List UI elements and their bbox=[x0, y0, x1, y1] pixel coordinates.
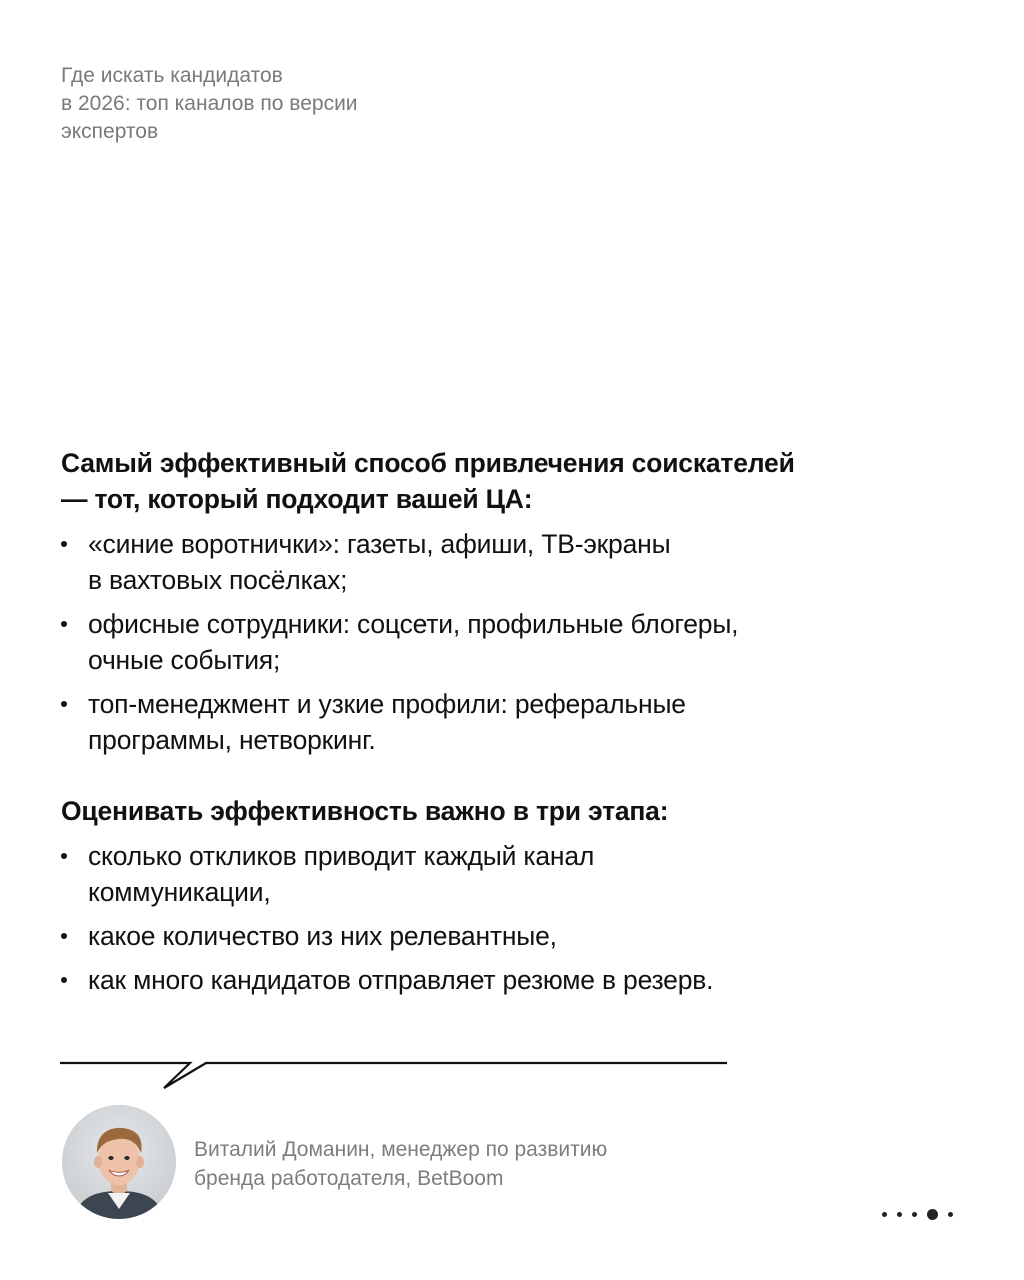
list-item bbox=[61, 686, 881, 758]
author-caption bbox=[194, 1135, 607, 1193]
author-caption-line: Виталий Доманин, менеджер по развитию bbox=[194, 1138, 608, 1161]
author-caption-line: бренда работодателя, BetBoom bbox=[194, 1167, 504, 1190]
target-audience-section bbox=[61, 445, 881, 758]
bullet-icon bbox=[61, 853, 67, 859]
list-item-line: в вахтовых посёлках; bbox=[88, 565, 348, 595]
bullet-icon bbox=[61, 621, 67, 627]
list-item bbox=[61, 918, 881, 954]
person-photo-icon bbox=[62, 1105, 176, 1219]
bullet-icon bbox=[61, 933, 67, 939]
list-item-line: «синие воротнички»: газеты, афиши, ТВ-экраны bbox=[88, 529, 671, 559]
post-title-line: экспертов bbox=[61, 120, 159, 143]
list-item-line: топ-менеджмент и узкие профили: реферальные bbox=[88, 689, 686, 719]
post-title-line: Где искать кандидатов bbox=[61, 64, 283, 87]
avatar bbox=[62, 1105, 176, 1219]
list-item-line: сколько откликов приводит каждый канал bbox=[88, 841, 595, 871]
list-item-line: какое количество из них релевантные, bbox=[88, 921, 557, 951]
list-item-line: офисные сотрудники: соцсети, профильные блогеры, bbox=[88, 609, 739, 639]
list-item-line: коммуникации, bbox=[88, 877, 271, 907]
list-item bbox=[61, 606, 881, 678]
section-heading bbox=[61, 793, 881, 829]
carousel-pagination[interactable] bbox=[882, 1206, 953, 1222]
evaluation-section bbox=[61, 793, 881, 998]
list-item-line: программы, нетворкинг. bbox=[88, 725, 376, 755]
audience-channel-list bbox=[61, 526, 881, 758]
post-title-line: в 2026: топ каналов по версии bbox=[61, 92, 358, 115]
bullet-icon bbox=[61, 541, 67, 547]
list-item bbox=[61, 962, 881, 998]
bullet-icon bbox=[61, 977, 67, 983]
page-dot-active[interactable] bbox=[927, 1209, 938, 1220]
page-dot[interactable] bbox=[912, 1212, 917, 1217]
page-dot[interactable] bbox=[897, 1212, 902, 1217]
evaluation-stage-list bbox=[61, 838, 881, 998]
list-item-line: очные события; bbox=[88, 645, 281, 675]
section-heading-line: — тот, который подходит вашей ЦА: bbox=[61, 484, 533, 514]
bullet-icon bbox=[61, 701, 67, 707]
speech-bubble-icon bbox=[60, 1055, 730, 1095]
section-heading bbox=[61, 445, 881, 517]
list-item-line: как много кандидатов отправляет резюме в резерв. bbox=[88, 965, 714, 995]
section-heading-line: Оценивать эффективность важно в три этапа: bbox=[61, 796, 669, 826]
list-item bbox=[61, 526, 881, 598]
post-title bbox=[61, 62, 461, 146]
section-heading-line: Самый эффективный способ привлечения соискателей bbox=[61, 448, 795, 478]
page-dot[interactable] bbox=[948, 1212, 953, 1217]
list-item bbox=[61, 838, 881, 910]
page-dot[interactable] bbox=[882, 1212, 887, 1217]
